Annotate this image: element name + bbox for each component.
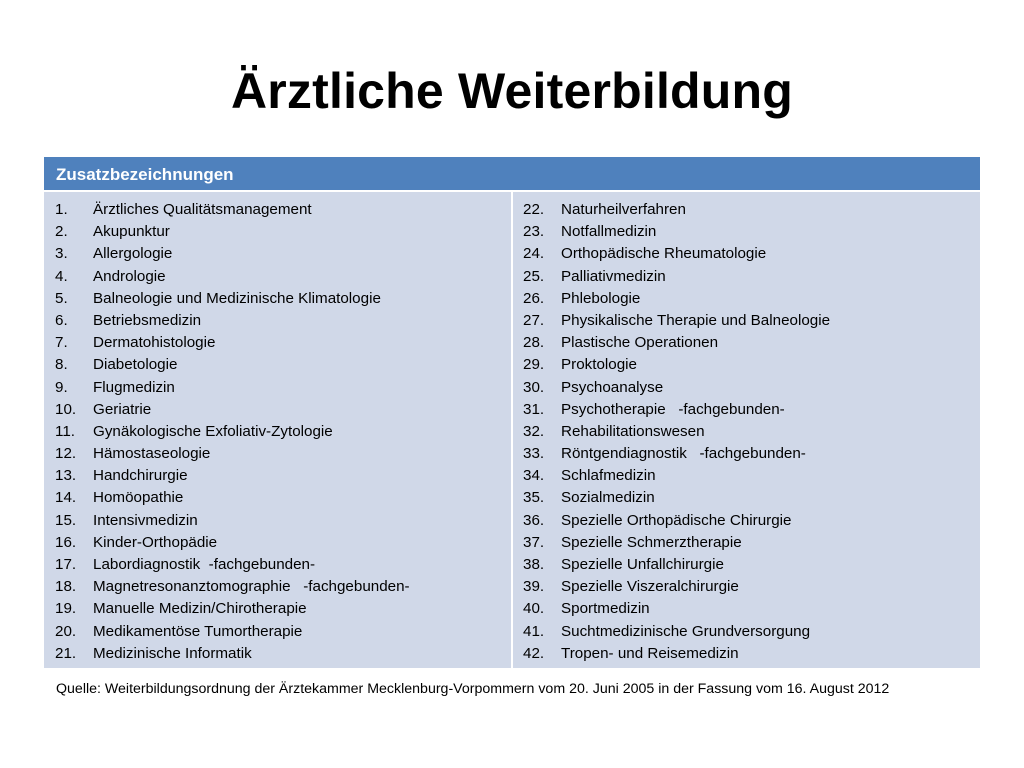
item-number: 21. xyxy=(55,644,77,662)
item-text: Manuelle Medizin/Chirotherapie xyxy=(93,600,307,618)
item-text: Labordiagnostik -fachgebunden- xyxy=(93,556,316,573)
item-number: 41. xyxy=(523,622,545,640)
list-item xyxy=(44,266,511,288)
item-number: 38. xyxy=(523,556,545,573)
item-text: Handchirurgie xyxy=(93,467,188,485)
item-number: 7. xyxy=(55,334,68,352)
item-text: Plastische Operationen xyxy=(561,334,719,352)
list-item xyxy=(513,243,980,265)
item-text: Flugmedizin xyxy=(93,378,175,396)
item-text: Psychotherapie -fachgebunden- xyxy=(561,400,785,418)
list-item xyxy=(44,465,511,487)
list-item xyxy=(513,510,980,532)
list-item xyxy=(44,643,511,665)
item-text: Rehabilitationswesen xyxy=(561,422,705,440)
table-header: Zusatzbezeichnungen xyxy=(44,157,980,192)
item-text: Schlafmedizin xyxy=(561,467,656,485)
item-number: 8. xyxy=(55,356,68,374)
item-text: Proktologie xyxy=(561,356,637,374)
item-number: 22. xyxy=(523,201,545,218)
item-text: Dermatohistologie xyxy=(93,334,216,352)
list-item xyxy=(513,354,980,376)
source-note: Quelle: Weiterbildungsordnung der Ärztekammer Mecklenburg-Vorpommern vom 20. Juni 2005 in der Fassung vom 16. August 2012 xyxy=(56,681,890,697)
item-number: 18. xyxy=(55,578,77,596)
item-text: Intensivmedizin xyxy=(93,511,198,529)
item-text: Ärztliches Qualitätsmanagement xyxy=(93,201,312,218)
item-text: Tropen- und Reisemedizin xyxy=(561,644,739,662)
item-number: 1. xyxy=(55,201,68,218)
item-number: 23. xyxy=(523,223,545,241)
item-text: Suchtmedizinische Grundversorgung xyxy=(561,622,811,640)
item-text: Psychoanalyse xyxy=(561,378,664,396)
item-text: Röntgendiagnostik -fachgebunden- xyxy=(561,445,806,463)
item-number: 35. xyxy=(523,489,545,507)
list-item xyxy=(513,421,980,443)
item-number: 28. xyxy=(523,334,545,352)
item-text: Kinder-Orthopädie xyxy=(93,533,218,551)
list-item xyxy=(44,377,511,399)
item-number: 12. xyxy=(55,445,77,463)
item-number: 9. xyxy=(55,378,68,396)
item-number: 32. xyxy=(523,422,545,440)
item-number: 37. xyxy=(523,533,545,551)
list-item xyxy=(44,243,511,265)
zusatzbezeichnungen-table xyxy=(44,157,980,668)
item-text: Spezielle Schmerztherapie xyxy=(561,533,742,551)
item-number: 19. xyxy=(55,600,77,618)
item-number: 17. xyxy=(55,556,77,573)
list-item xyxy=(513,221,980,243)
item-text: Magnetresonanztomographie -fachgebunden- xyxy=(93,578,410,596)
list-item xyxy=(513,487,980,509)
item-number: 11. xyxy=(55,422,75,440)
slide-title: Ärztliche Weiterbildung xyxy=(230,63,794,119)
item-number: 2. xyxy=(55,223,68,241)
item-number: 31. xyxy=(523,400,545,418)
table-body xyxy=(44,192,980,668)
list-item xyxy=(513,266,980,288)
list-item xyxy=(44,221,511,243)
item-text: Phlebologie xyxy=(561,289,641,307)
item-number: 29. xyxy=(523,356,545,374)
item-number: 36. xyxy=(523,511,545,529)
table-column-right xyxy=(513,192,980,668)
item-text: Allergologie xyxy=(93,245,173,263)
item-text: Notfallmedizin xyxy=(561,223,657,241)
list-item xyxy=(513,465,980,487)
item-number: 34. xyxy=(523,467,545,485)
list-item xyxy=(513,576,980,598)
item-text: Spezielle Viszeralchirurgie xyxy=(561,578,739,596)
item-number: 25. xyxy=(523,267,545,285)
table-column-left xyxy=(44,192,511,668)
list-item xyxy=(513,199,980,221)
item-text: Naturheilverfahren xyxy=(561,201,686,218)
item-number: 30. xyxy=(523,378,545,396)
item-text: Akupunktur xyxy=(93,223,170,241)
item-number: 27. xyxy=(523,311,545,329)
item-text: Sozialmedizin xyxy=(561,489,655,507)
item-number: 40. xyxy=(523,600,545,618)
list-item xyxy=(44,576,511,598)
list-item xyxy=(44,332,511,354)
item-number: 14. xyxy=(55,489,77,507)
list-item xyxy=(513,399,980,421)
item-number: 39. xyxy=(523,578,545,596)
item-text: Medikamentöse Tumortherapie xyxy=(93,622,303,640)
list-item xyxy=(44,310,511,332)
item-number: 16. xyxy=(55,533,77,551)
list-item xyxy=(513,288,980,310)
item-number: 26. xyxy=(523,289,545,307)
item-number: 24. xyxy=(523,245,545,263)
item-text: Diabetologie xyxy=(93,356,178,374)
list-left xyxy=(44,199,511,665)
item-text: Orthopädische Rheumatologie xyxy=(561,245,767,263)
list-item xyxy=(513,443,980,465)
list-item xyxy=(44,199,511,221)
list-item xyxy=(44,510,511,532)
list-item xyxy=(513,598,980,620)
list-item xyxy=(44,554,511,576)
item-number: 15. xyxy=(55,511,77,529)
item-text: Physikalische Therapie und Balneologie xyxy=(561,311,831,329)
item-number: 33. xyxy=(523,445,545,463)
item-number: 4. xyxy=(55,267,68,285)
list-item xyxy=(44,443,511,465)
item-text: Gynäkologische Exfoliativ-Zytologie xyxy=(93,422,333,440)
item-text: Palliativmedizin xyxy=(561,267,666,285)
list-item xyxy=(513,554,980,576)
item-number: 42. xyxy=(523,644,545,662)
list-item xyxy=(513,532,980,554)
list-item xyxy=(44,354,511,376)
list-item xyxy=(513,310,980,332)
item-number: 13. xyxy=(55,467,77,485)
item-text: Betriebsmedizin xyxy=(93,311,202,329)
list-item xyxy=(44,399,511,421)
list-item xyxy=(513,621,980,643)
list-item xyxy=(44,532,511,554)
list-item xyxy=(44,421,511,443)
item-text: Hämostaseologie xyxy=(93,445,211,463)
list-right xyxy=(513,199,980,665)
item-text: Spezielle Orthopädische Chirurgie xyxy=(561,511,792,529)
item-number: 20. xyxy=(55,622,77,640)
item-number: 3. xyxy=(55,245,68,263)
list-item xyxy=(44,487,511,509)
item-text: Andrologie xyxy=(93,267,166,285)
item-number: 5. xyxy=(55,289,68,307)
list-item xyxy=(513,643,980,665)
item-text: Medizinische Informatik xyxy=(93,644,252,662)
item-text: Spezielle Unfallchirurgie xyxy=(561,556,724,573)
item-text: Sportmedizin xyxy=(561,600,650,618)
item-number: 6. xyxy=(55,311,68,329)
item-text: Geriatrie xyxy=(93,400,152,418)
item-text: Balneologie und Medizinische Klimatologie xyxy=(93,289,381,307)
list-item xyxy=(513,377,980,399)
list-item xyxy=(44,621,511,643)
list-item xyxy=(44,288,511,310)
list-item xyxy=(513,332,980,354)
list-item xyxy=(44,598,511,620)
item-text: Homöopathie xyxy=(93,489,184,507)
item-number: 10. xyxy=(55,400,77,418)
